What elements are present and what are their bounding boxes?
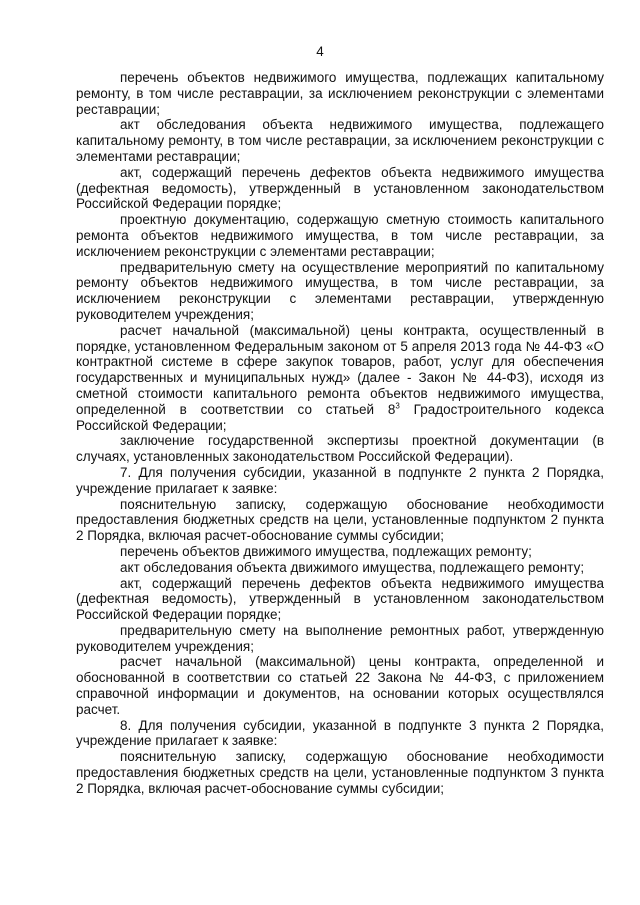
document-body [76, 70, 604, 797]
superscript: 3 [395, 401, 400, 411]
paragraph: акт обследования объекта недвижимого имущества, подлежащего капитальному ремонту, в том числе реставрации, за исключением реконструкции с элементами реставрации; [76, 117, 604, 164]
paragraph: 7. Для получения субсидии, указанной в подпункте 2 пункта 2 Порядка, учреждение прилагает к заявке: [76, 464, 604, 496]
paragraph: заключение государственной экспертизы проектной документации (в случаях, установленных законодательством Российской Федерации). [76, 433, 604, 465]
paragraph: предварительную смету на выполнение ремонтных работ, утвержденную руководителем учреждения; [76, 622, 604, 654]
paragraph: расчет начальной (максимальной) цены контракта, определенной и обоснованной в соответствии со статьей 22 Закона № 44-ФЗ, с приложением справочной информации и документов, на основании которых осуществлялся расчет. [76, 654, 604, 717]
paragraph: акт, содержащий перечень дефектов объекта недвижимого имущества (дефектная ведомость), утвержденный в установленном законодательством Российской Федерации порядке; [76, 575, 604, 623]
page-number: 4 [316, 44, 324, 59]
paragraph: перечень объектов недвижимого имущества, подлежащих капитальному ремонту, в том числе реставрации, за исключением реконструкции с элементами реставрации; [76, 70, 604, 117]
paragraph: акт, содержащий перечень дефектов объекта недвижимого имущества (дефектная ведомость), утвержденный в установленном законодательством Российской Федерации порядке; [76, 164, 604, 212]
paragraph-with-footnote [76, 323, 604, 434]
paragraph-tail: Градостроительного кодекса Российской Федерации; [76, 401, 604, 433]
paragraph: акт обследования объекта движимого имущества, подлежащего ремонту; [120, 559, 585, 575]
paragraph: перечень объектов движимого имущества, подлежащих ремонту; [120, 543, 532, 559]
paragraph: 8. Для получения субсидии, указанной в подпункте 3 пункта 2 Порядка, учреждение прилагает к заявке: [76, 717, 604, 749]
paragraph: пояснительную записку, содержащую обоснование необходимости предоставления бюджетных средств на цели, установленные подпунктом 2 пункта 2 Порядка, включая расчет-обоснование суммы субсидии; [76, 496, 604, 544]
paragraph: пояснительную записку, содержащую обоснование необходимости предоставления бюджетных средств на цели, установленные подпунктом 3 пункта 2 Порядка, включая расчет-обоснование суммы субсидии; [76, 749, 604, 796]
paragraph: предварительную смету на осуществление мероприятий по капитальному ремонту объектов недвижимого имущества, в том числе реставрации, за исключением реконструкции с элементами реставрации, утвержденную руководителем учреждения; [76, 259, 604, 322]
paragraph: проектную документацию, содержащую сметную стоимость капитального ремонта объектов недвижимого имущества, в том числе реставрации, за исключением реконструкции с элементами реставрации; [76, 212, 604, 259]
paragraph-text: расчет начальной (максимальной) цены контракта, осуществленный в порядке, установленном Федеральным законом от 5 апреля 2013 года № 44-ФЗ «О контрактной системе в сфере закупок товаров, работ, услуг для обеспечения государственных и муниципальных нужд» (далее - Закон № 44-ФЗ), исходя из сметной стоимости капитального ремонта объектов недвижимого имущества, определенной в соответствии со статьей 8 [76, 322, 604, 417]
